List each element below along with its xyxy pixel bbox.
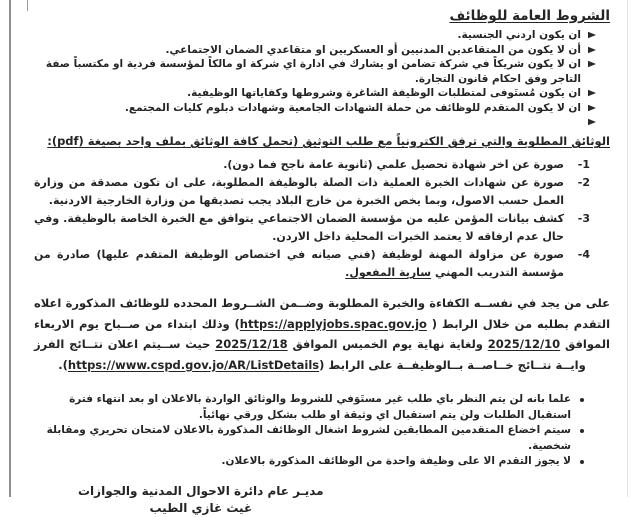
arrow-bullet-icon (588, 46, 596, 52)
signature-title: مديـر عام دائرة الاحوال المدنية والجوازات (78, 483, 324, 498)
document-item-text: صورة عن شهادات الخبرة العملية ذات الصلة بالوظيفة المطلوبة، على ان تكون مصدقة من وزارة العمل حسب الاصول، وبما يخص الخبرة من خارج البلاد يجب تصديقها من وزارة الخارجية الاردنية. (34, 176, 564, 207)
list-item-empty (34, 115, 610, 126)
apply-jobs-link[interactable]: https://applyjobs.spac.gov.jo (239, 316, 427, 331)
arrow-bullet-icon (588, 119, 596, 125)
arrow-bullet-icon (588, 61, 596, 67)
signature-name: غيث غازي الطيب (149, 500, 253, 515)
note-text: لا يجوز التقدم الا على وظيفة واحدة من الوظائف المذكورة بالاعلان. (221, 455, 571, 467)
dot-bullet-icon (580, 398, 584, 402)
end-date: 2025/12/18 (215, 337, 288, 351)
condition-text: ان يكون مُستَوفى لمتطلبات الوظيفة الشاغرة وشروطها وكفاياتها الوظيفية. (187, 87, 581, 99)
start-date: 2025/12/10 (487, 337, 561, 351)
document-item-text-underlined: سارية المفعول. (345, 266, 432, 279)
paragraph-text: ). (58, 357, 68, 372)
list-item (34, 423, 594, 454)
list-item (34, 392, 594, 423)
list-item (34, 156, 590, 174)
scan-border-right (627, 0, 628, 497)
note-text: علما بانه لن يتم النظر باي طلب غير مستَوَفي للشروط والوثائق الواردة بالاعلان او بعد انتهاء فترة استقبال الطلبات ولن يتم استقبال اي وثيقة او طلب بشكل ورقي نهائياً. (69, 393, 571, 421)
condition-text: ان لا يكون المتقدم للوظائف من حملة الشهادات الجامعية وشهادات دبلوم كليات المجتمع. (124, 101, 581, 114)
paragraph-text: حيث ســيتم اعلان نتــائج الفرز وايــة نتــائج خــاصــة بــالوظيفــة على الرابط ( (34, 337, 586, 372)
item-number: 3- (577, 212, 590, 225)
condition-text: ان يكون اردني الجنسية. (457, 29, 581, 41)
document-item-text: كشف بيانات المؤمن عليه من مؤسسة الضمان الاجتماعي يتوافق مع الخبرة الخاصة بالوظيفة. وفي حال عدم ارفاقه لا يعتمد الخبرات المحلية داخل الاردن. (34, 212, 564, 243)
item-number: 4- (577, 248, 590, 261)
arrow-bullet-icon (588, 104, 596, 110)
list-item (34, 28, 610, 43)
document-item-text (34, 246, 564, 282)
list-item (34, 101, 610, 116)
paragraph-text: ولغاية نهاية يوم الخميس الموافق (287, 337, 488, 351)
document-item-text-main: صورة عن مزاولة المهنة لوظيفة (فني صيانه في اختصاص الوظيفة المتقدم عليها) صادرة من مؤسسة التدريب المهني (34, 248, 564, 279)
list-item (34, 210, 590, 246)
list-item (34, 454, 594, 470)
document-item-text: صورة عن اخر شهادة تحصيل علمي (ثانوية عامة ناجح فما دون). (223, 158, 564, 171)
results-link[interactable]: https://www.cspd.gov.jo/AR/ListDetails (67, 357, 320, 372)
paragraph-text: ) وذلك ابتداء من صــباح يوم الاربعاء الموافق (34, 316, 610, 351)
list-item (34, 174, 590, 210)
dot-bullet-icon (580, 460, 584, 464)
arrow-bullet-icon (588, 90, 596, 96)
general-conditions-list (34, 28, 610, 126)
notes-list (34, 392, 610, 470)
scan-border-left (9, 0, 11, 497)
required-documents-heading: الوثائق المطلوبة والتي ترفق الكترونياً مع طلب التوثيق (تحمل كافة الوثائق بملف واحد بصيغة (pdf): (47, 134, 610, 148)
dot-bullet-icon (580, 429, 584, 433)
list-item (34, 43, 610, 58)
required-documents-list (34, 156, 610, 282)
item-number: 1- (577, 158, 590, 171)
item-number: 2- (577, 176, 590, 189)
list-item (34, 86, 610, 101)
condition-text: أن لا يكون من المتقاعدين المدنيين أو العسكريين او متقاعدي الضمان الاجتماعي. (165, 43, 581, 56)
condition-text: ان لا يكون شريكاً في شركة تضامن او يشارك في ادارة اي شركة او مالكاً لمؤسسة فردية او مكتسباً صفة التاجر وفق احكام قانون التجارة. (45, 58, 581, 85)
list-item (34, 57, 610, 86)
page-title: الشروط العامة للوظائف (449, 8, 610, 24)
application-paragraph (34, 293, 610, 375)
scan-tick-top (27, 0, 28, 11)
signature-block (78, 483, 324, 517)
list-item (34, 246, 590, 282)
paragraph-text: على من يجد في نفســه الكفاءة والخبرة المطلوبة وضــمن الشــروط المحدده للوظائف المذكورة اعلاه التقدم بطلبه من خلال الرابط ( (34, 296, 611, 331)
note-text: سيتم اخضاع المتقدمين المطابقين لشروط اشغال الوظائف المذكورة بالاعلان لامتحان تحريري ومقابلة شخصية. (46, 424, 571, 452)
arrow-bullet-icon (588, 32, 596, 38)
